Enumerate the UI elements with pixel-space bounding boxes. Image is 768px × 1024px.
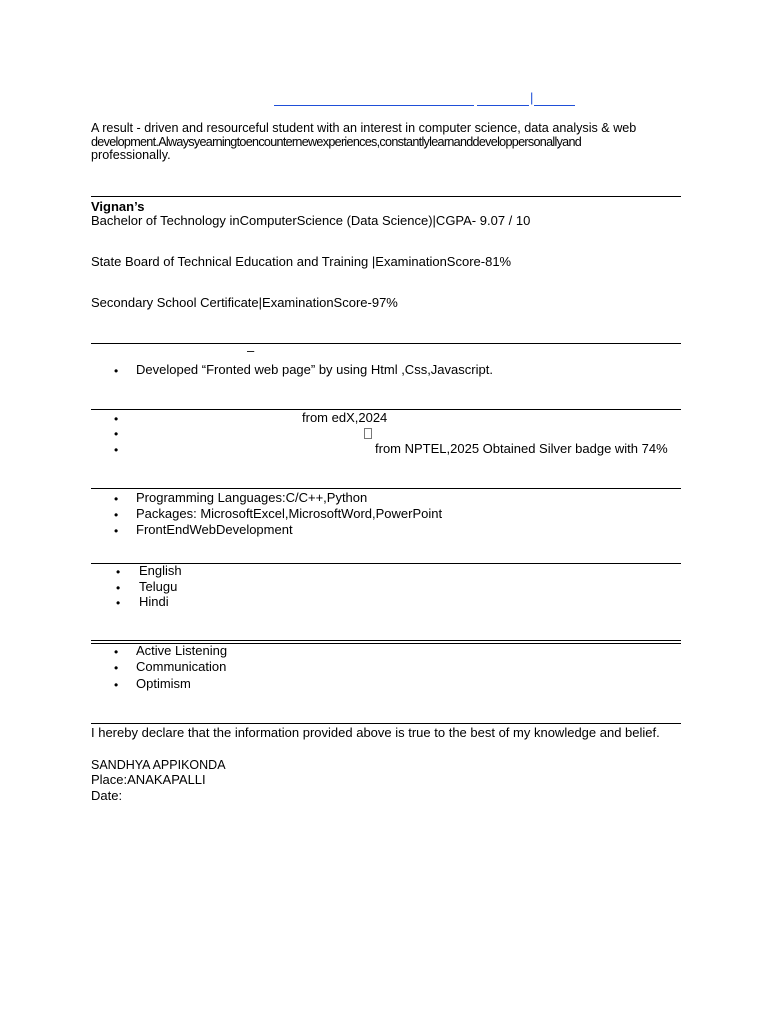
section-divider xyxy=(91,196,681,197)
project-dash: – xyxy=(247,343,255,358)
certification-item: from edX,2024 xyxy=(302,410,388,425)
bullet-icon: • xyxy=(114,508,119,522)
education-entry: Secondary School Certificate|ExaminationScore-97% xyxy=(91,295,398,310)
bullet-icon: • xyxy=(116,565,121,579)
contact-link-profile[interactable] xyxy=(534,105,575,106)
declaration-statement: I hereby declare that the information provided above is true to the best of my knowledge and belief. xyxy=(91,725,660,740)
signatory-name: SANDHYA APPIKONDA xyxy=(91,758,226,772)
skill-item: FrontEndWebDevelopment xyxy=(136,522,293,537)
contact-link-email[interactable] xyxy=(274,105,474,106)
project-item: Developed “Fronted web page” by using Html ,Css,Javascript. xyxy=(136,362,493,377)
certification-item: from NPTEL,2025 Obtained Silver badge with 74% xyxy=(375,441,668,456)
skill-item: Programming Languages:C/C++,Python xyxy=(136,490,368,505)
skill-item: Packages: MicrosoftExcel,MicrosoftWord,PowerPoint xyxy=(136,506,443,521)
section-divider xyxy=(91,640,681,641)
bullet-icon: • xyxy=(114,492,119,506)
bullet-icon: • xyxy=(114,524,119,538)
bullet-icon: • xyxy=(114,412,119,426)
section-divider xyxy=(91,488,681,489)
summary-paragraph xyxy=(91,122,680,163)
bullet-icon: • xyxy=(116,581,121,595)
education-institution: Vignan’s xyxy=(91,199,145,214)
language-item: Hindi xyxy=(139,594,169,609)
declaration-place: Place:ANAKAPALLI xyxy=(91,772,206,787)
bullet-icon: • xyxy=(114,645,119,659)
soft-skill-item: Active Listening xyxy=(136,643,228,658)
bullet-icon: • xyxy=(114,661,119,675)
bullet-icon: • xyxy=(116,596,121,610)
summary-line: professionally. xyxy=(91,148,171,163)
summary-line: development.Alwaysyearningtoencounternewexperiences,constantlylearnanddeveloppersonallyand xyxy=(91,134,582,149)
language-item: Telugu xyxy=(139,579,178,594)
section-divider xyxy=(91,723,681,724)
summary-line: A result - driven and resourceful student with an interest in computer science, data analysis & web xyxy=(91,121,637,135)
education-entry: State Board of Technical Education and Training |ExaminationScore-81% xyxy=(91,254,512,269)
education-entry: Bachelor of Technology inComputerScience (Data Science)|CGPA- 9.07 / 10 xyxy=(91,213,531,228)
bullet-icon: • xyxy=(114,427,119,441)
language-item: English xyxy=(139,563,182,578)
section-divider xyxy=(91,343,681,344)
bullet-icon: • xyxy=(114,364,119,378)
soft-skill-item: Communication xyxy=(136,659,227,674)
contact-separator: | xyxy=(530,90,534,105)
missing-glyph-icon xyxy=(364,428,372,439)
bullet-icon: • xyxy=(114,443,119,457)
contact-link-phone[interactable] xyxy=(477,105,529,106)
soft-skill-item: Optimism xyxy=(136,676,191,691)
bullet-icon: • xyxy=(114,678,119,692)
declaration-date: Date: xyxy=(91,788,123,803)
